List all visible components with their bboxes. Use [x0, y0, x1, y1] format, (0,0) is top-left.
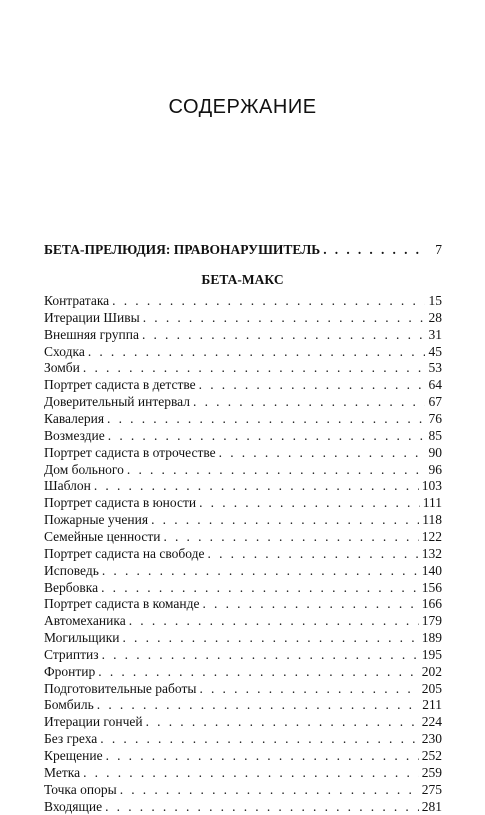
toc-entry-label: Метка	[44, 764, 81, 780]
toc-entry-label: Итерации Шивы	[44, 309, 140, 325]
dot-leader	[127, 462, 425, 478]
dot-leader	[129, 613, 419, 629]
toc-entry-label: Внешняя группа	[44, 326, 139, 342]
dot-leader	[202, 596, 418, 612]
toc-entry	[44, 360, 442, 376]
toc-entry	[44, 377, 442, 393]
toc-entry	[44, 327, 442, 343]
toc-entry	[44, 310, 442, 326]
toc-entry-label: Пожарные учения	[44, 512, 149, 527]
toc-entry-label: Кавалерия	[44, 411, 105, 426]
toc-entry-page-number: 252	[421, 748, 442, 763]
toc-entry	[44, 478, 442, 494]
toc-entry-page-number: 211	[422, 697, 442, 713]
dot-leader	[98, 664, 418, 680]
toc-entry-page-number: 140	[421, 562, 442, 578]
toc-entry-label: Подготовительные работы	[44, 680, 197, 696]
toc-entry	[44, 411, 442, 427]
toc-entry	[44, 428, 442, 444]
toc-entry-label: Сходка	[44, 343, 85, 359]
dot-leader	[102, 647, 419, 663]
toc-entry-label: Входящие	[44, 798, 103, 814]
dot-leader	[83, 765, 419, 781]
toc-entry-page-number: 96	[428, 461, 442, 477]
toc-entry	[44, 765, 442, 781]
toc-entry-page-number: 31	[428, 326, 442, 342]
toc-entry-label: Дом больного	[44, 461, 124, 477]
toc-entry-page-number: 259	[421, 764, 442, 780]
dot-leader	[199, 377, 425, 393]
toc-entry	[44, 799, 442, 815]
toc-entry-label: Без греха	[44, 731, 98, 747]
toc-entry-page-number: 132	[421, 545, 442, 561]
dot-leader	[101, 580, 419, 596]
toc-entry-page-number: 202	[421, 663, 442, 679]
dot-leader	[151, 512, 419, 528]
dot-leader	[143, 310, 425, 326]
dot-leader	[97, 697, 419, 713]
toc-entry-label: Портрет садиста в отрочестве	[44, 444, 216, 460]
toc-entry-page-number: 275	[421, 781, 442, 797]
toc-entry-page-number: 45	[428, 343, 442, 359]
toc-entry-label: Бомбиль	[44, 697, 94, 713]
toc-entry-label: Портрет садиста на свободе	[44, 545, 205, 561]
toc-entry-label: Контратака	[44, 293, 110, 308]
dot-leader	[100, 731, 418, 747]
toc-entry-page-number: 76	[428, 411, 442, 426]
toc-entry	[44, 344, 442, 360]
dot-leader	[83, 360, 425, 376]
prelude-page-number: 7	[435, 242, 442, 257]
toc-entry-label: Крещение	[44, 748, 103, 763]
section-heading: БЕТА-МАКС	[201, 272, 284, 287]
toc-entry-page-number: 103	[421, 478, 442, 494]
toc-entry	[44, 697, 442, 713]
dot-leader	[108, 428, 425, 444]
toc-entry	[44, 512, 442, 528]
dot-leader	[199, 495, 420, 511]
toc-entry-label: Исповедь	[44, 562, 99, 578]
toc-entry-label: Фронтир	[44, 663, 96, 679]
prelude-entry	[44, 242, 442, 258]
toc-entry	[44, 462, 442, 478]
dot-leader	[112, 293, 425, 309]
toc-entry-page-number: 281	[421, 798, 442, 814]
toc-entry	[44, 445, 442, 461]
toc-entry	[44, 394, 442, 410]
dot-leader	[105, 799, 419, 815]
toc-entry-label: Портрет садиста в юности	[44, 495, 197, 511]
toc-entry-page-number: 15	[428, 293, 442, 308]
toc-entry-page-number: 28	[428, 309, 442, 325]
toc-entry-label: Могильщики	[44, 630, 120, 645]
toc-entry-label: Возмездие	[44, 427, 105, 443]
toc-entry-label: Вербовка	[44, 579, 99, 595]
dot-leader	[323, 242, 425, 258]
toc-entry	[44, 293, 442, 309]
toc-entry	[44, 613, 442, 629]
toc-entry	[44, 630, 442, 646]
toc-entry-label: Автомеханика	[44, 613, 126, 629]
toc-entry-page-number: 67	[428, 394, 442, 410]
toc-entry	[44, 529, 442, 545]
toc-entry-page-number: 85	[428, 427, 442, 443]
toc-entry	[44, 563, 442, 579]
dot-leader	[142, 327, 425, 343]
toc-entry-label: Стриптиз	[44, 646, 99, 662]
dot-leader	[208, 546, 419, 562]
toc-entry-page-number: 156	[421, 579, 442, 595]
toc-entry	[44, 731, 442, 747]
prelude-label: БЕТА-ПРЕЛЮДИЯ: ПРАВОНАРУШИТЕЛЬ	[44, 242, 321, 257]
dot-leader	[122, 630, 418, 646]
page-title: СОДЕРЖАНИЕ	[168, 96, 317, 118]
toc-entry-label: Шаблон	[44, 478, 91, 494]
toc-entry-page-number: 64	[428, 377, 442, 393]
dot-leader	[106, 748, 419, 764]
dot-leader	[163, 529, 418, 545]
toc-entry-label: Портрет садиста в команде	[44, 596, 200, 612]
toc-entry	[44, 714, 442, 730]
toc-entry	[44, 748, 442, 764]
toc-entry-page-number: 179	[421, 613, 442, 629]
toc-entry-page-number: 195	[421, 646, 442, 662]
toc-entry	[44, 495, 442, 511]
toc-entry-page-number: 90	[428, 444, 442, 460]
toc-entry-label: Зомби	[44, 360, 80, 376]
toc-entry-page-number: 224	[421, 714, 442, 730]
toc-entry	[44, 782, 442, 798]
dot-leader	[102, 563, 419, 579]
toc-entry	[44, 664, 442, 680]
toc-entry	[44, 580, 442, 596]
toc-entry-page-number: 205	[421, 680, 442, 696]
toc-entry	[44, 546, 442, 562]
toc-entry-page-number: 118	[422, 512, 442, 527]
toc-entry	[44, 681, 442, 697]
dot-leader	[88, 344, 425, 360]
toc-entry-label: Точка опоры	[44, 781, 117, 797]
dot-leader	[199, 681, 418, 697]
toc-entry	[44, 596, 442, 612]
toc-entry-label: Итерации гончей	[44, 714, 143, 730]
toc-entry	[44, 647, 442, 663]
dot-leader	[219, 445, 425, 461]
toc-entry-page-number: 53	[428, 360, 442, 376]
dot-leader	[107, 411, 425, 427]
toc-entry-label: Доверительный интервал	[44, 394, 191, 410]
toc-entry-label: Портрет садиста в детстве	[44, 377, 196, 393]
dot-leader	[120, 782, 419, 798]
toc-entry-label: Семейные ценности	[44, 528, 161, 544]
toc-entry-page-number: 111	[422, 495, 442, 511]
dot-leader	[193, 394, 425, 410]
toc-entry-page-number: 122	[421, 528, 442, 544]
toc-entry-page-number: 230	[421, 731, 442, 747]
toc-entry-page-number: 189	[421, 630, 442, 645]
dot-leader	[94, 478, 419, 494]
dot-leader	[146, 714, 419, 730]
toc-entry-page-number: 166	[421, 596, 442, 612]
